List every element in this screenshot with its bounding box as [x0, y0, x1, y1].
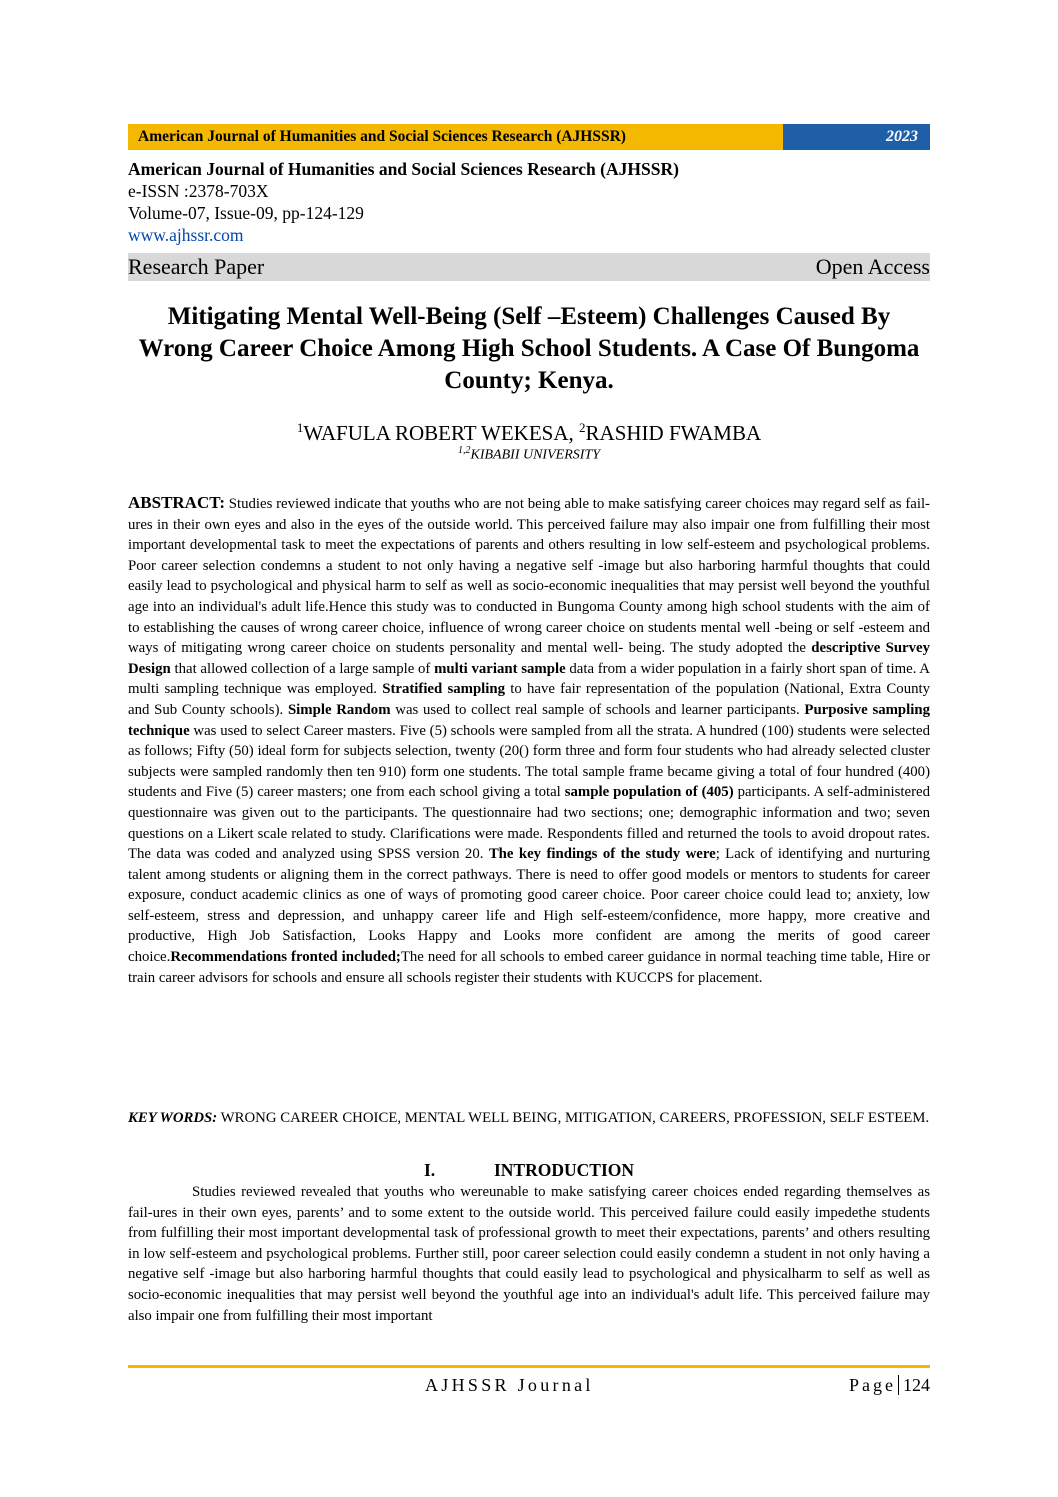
paper-type-bar: [128, 253, 930, 281]
section-number: I.: [423, 1160, 436, 1180]
header-year: 2023: [783, 124, 930, 150]
journal-name: American Journal of Humanities and Social Sciences Research (AJHSSR): [128, 159, 679, 179]
header-journal-band: American Journal of Humanities and Social Sciences Research (AJHSSR): [128, 124, 783, 150]
introduction-text: Studies reviewed revealed that youths who wereunable to make satisfying career choices ended regarding themselves as fail-ures in their own eyes, parents’ and to some extent to the outside world. This perceived failure could easily impedethe students from fulfilling their most important developmental task of professional growth to meet their expectations, parents’ and others resulting in low self-esteem and psychological problems. Further still, poor career selection could easily condemn a student in not only having a negative self -image but also harboring harmful thoughts that could easily lead to psychological and physicalharm to self as well as socio-economic inequalities that may persist well beyond the youthful age into an individual's adult life. This perceived failure may also impair one from fulfilling their most important: [128, 1184, 930, 1324]
abstract-bold: multi variant sample: [434, 660, 566, 677]
abstract-text: was used to collect real sample of schools and learner participants.: [390, 701, 805, 718]
page-footer: [128, 1373, 930, 1397]
author-1: WAFULA ROBERT WEKESA,: [303, 421, 580, 445]
author2-sup: 2: [579, 420, 586, 435]
abstract-bold: Stratified sampling: [382, 681, 506, 698]
abstract: [128, 493, 930, 988]
running-header: [128, 124, 930, 150]
abstract-bold: descriptive Survey Design: [128, 640, 930, 677]
abstract-text: ; Lack of identifying and nurturing talent among students or aligning them in the correct pathways. There is need to offer good models or mentors to students for career exposure, conduct academic clinics as one of ways of promoting good career choice. Poor career choice could lead to; anxiety, low self-esteem, stress and depression, and unhappy career life and High self-esteem/confidence, more happy, more creative and productive, High Job Satisfaction, Looks Happy and Looks more confident are among the merits of good career choice.: [128, 846, 930, 966]
abstract-text: participants. A self-administered questionnaire was given out to the participants. The questionnaire had two sections; one; demographic information and two; seven questions on a Likert scale related to study. Clarifications were made. Respondents filled and returned the tools to avoid dropout rates. The data was coded and analyzed using SPSS version 20.: [128, 784, 930, 863]
keywords-text: WRONG CAREER CHOICE, MENTAL WELL BEING, MITIGATION, CAREERS, PROFESSION, SELF ESTEEM.: [217, 1110, 930, 1126]
keywords: [128, 1108, 930, 1129]
abstract-text: that allowed collection of a large sample of: [170, 660, 435, 677]
footer-page: [849, 1373, 930, 1397]
author1-sup: 1: [296, 420, 304, 435]
section-title: INTRODUCTION: [493, 1160, 635, 1180]
affiliation: [128, 442, 930, 465]
paper-title: Mitigating Mental Well-Being (Self –Esteem) Challenges Caused By Wrong Career Choice Among High School Students. A Case Of Bungoma County; Kenya.: [138, 303, 920, 394]
journal-website-link[interactable]: www.ajhssr.com: [128, 225, 244, 245]
abstract-bold: Recommendations fronted included;: [170, 949, 401, 966]
footer-rule: [128, 1365, 930, 1368]
keywords-label: KEY WORDS:: [128, 1110, 218, 1126]
paper-type: Research Paper: [128, 254, 265, 279]
abstract-text: to have fair representation of the population (National, Extra County and Sub County schools).: [128, 681, 931, 718]
section-heading-introduction: [128, 1159, 930, 1181]
author-2: RASHID FWAMBA: [585, 421, 762, 445]
page-divider: [898, 1375, 899, 1395]
abstract-bold: sample population of (405): [564, 784, 734, 801]
affiliation-sup: 1,2: [458, 445, 471, 456]
abstract-text: Studies reviewed indicate that youths who are not being able to make satisfying career choices may regard self as fail-ures in their own eyes and also in the eyes of the outside world. This perceived failure may also impair one from fulfilling their most important developmental task to meet the expectations of parents and others resulting in low self-esteem and psychological problems. Poor career selection condemns a student to not only having a negative self -image but also harboring harmful thoughts that could easily lead to psychological and physical harm to self as well as socio-economic inequalities that may persist well beyond the youthful age into an individual's adult life.Hence this study was to conducted in Bungoma County among high school students with the aim of to establishing the causes of wrong career choice, influence of wrong career choice on students mental well -being or self -esteem and ways of mitigating wrong career choice on students personality and mental well- being. The study adopted the: [128, 496, 930, 657]
page-number: 124: [903, 1375, 930, 1395]
abstract-label: ABSTRACT:: [128, 493, 225, 512]
access-type: Open Access: [815, 254, 930, 279]
abstract-bold: Simple Random: [287, 701, 391, 718]
abstract-text: data from a wider population in a fairly short span of time. A multi sampling technique was employed.: [128, 660, 930, 698]
footer-journal: AJHSSR Journal: [425, 1375, 594, 1395]
journal-meta: [128, 158, 930, 246]
abstract-bold: The key findings of the study were: [488, 846, 716, 863]
issn: e-ISSN :2378-703X: [128, 181, 269, 201]
volume-issue: Volume-07, Issue-09, pp-124-129: [128, 203, 364, 223]
page-label: Page: [849, 1375, 896, 1395]
abstract-text: The need for all schools to embed career guidance in normal teaching time table, Hire or train career advisors for schools and ensure all schools register their students with KUCCPS for placement.: [128, 949, 930, 986]
abstract-text: was used to select Career masters. Five (5) schools were sampled from all the strata. A hundred (100) students were selected as follows; Fifty (50) ideal form for subjects selection, twenty (20() form three and form four students who had already selected cluster subjects were sampled randomly then ten 910) form one students. The total sample frame became giving a total of four hundred (400) students and Five (5) career masters; one from each school giving a total: [128, 722, 930, 801]
affiliation-name: KIBABII UNIVERSITY: [470, 447, 600, 463]
abstract-bold: Purposive sampling technique: [128, 701, 931, 739]
